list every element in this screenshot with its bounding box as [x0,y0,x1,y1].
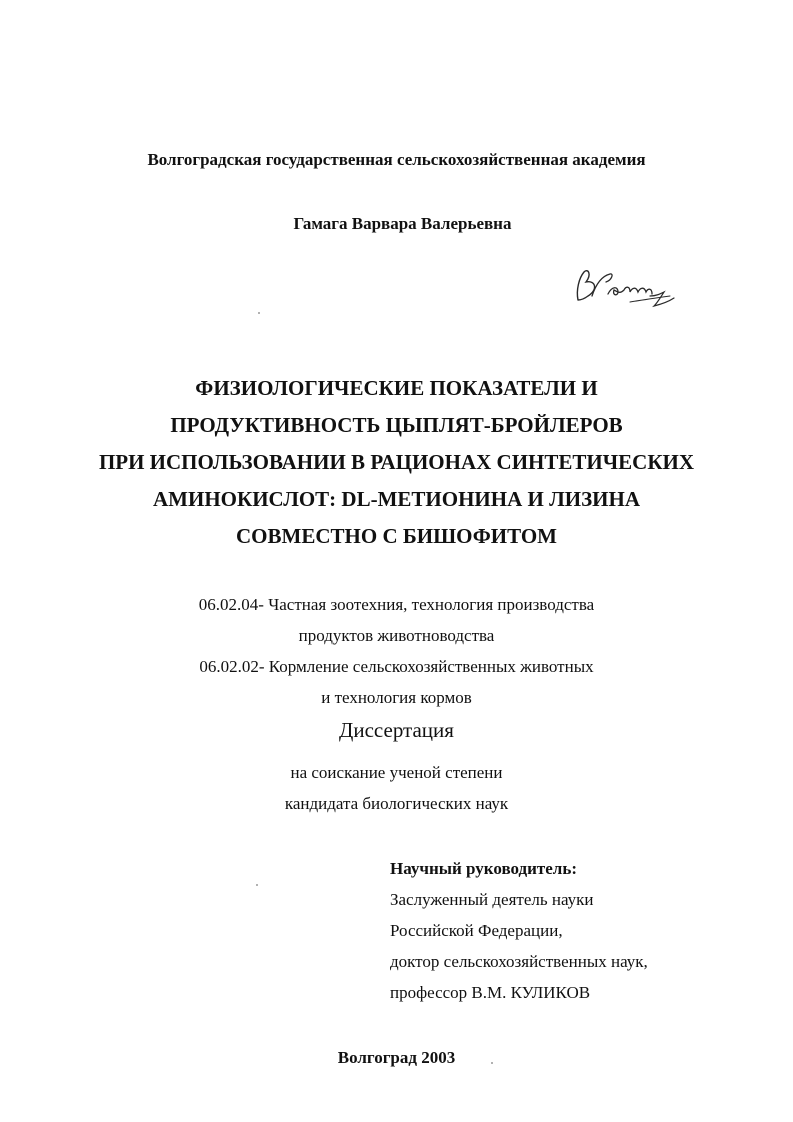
supervisor-line-1: Заслуженный деятель науки [390,890,594,909]
specialty-line-3: 06.02.02- Кормление сельскохозяйственных животных [199,657,594,676]
title-line-5: СОВМЕСТНО С БИШОФИТОМ [236,524,557,548]
dissertation-title [0,370,793,555]
title-line-3: ПРИ ИСПОЛЬЗОВАНИИ В РАЦИОНАХ СИНТЕТИЧЕСКИХ [98,450,695,474]
document-type: Диссертация [339,718,454,742]
specialty-line-4: и технология кормов [321,688,472,707]
supervisor-info [390,853,770,1008]
scan-speck [256,884,258,886]
specialty-codes [0,589,793,713]
city-year: Волгоград 2003 [337,1048,456,1067]
title-line-1: ФИЗИОЛОГИЧЕСКИЕ ПОКАЗАТЕЛИ И [195,376,598,400]
scan-speck [491,1062,493,1064]
author-name: Гамага Варвара Валерьевна [293,214,512,233]
scan-speck [258,312,260,314]
specialty-line-1: 06.02.04- Частная зоотехния, технология производства [198,595,595,614]
supervisor-heading: Научный руководитель: [390,859,577,878]
degree-statement [0,757,793,819]
institution-name: Волгоградская государственная сельскохозяйственная академия [147,150,646,169]
supervisor-line-3: доктор сельскохозяйственных наук, [390,952,648,971]
handwritten-signature [570,262,680,312]
title-line-4: АМИНОКИСЛОТ: DL-МЕТИОНИНА И ЛИЗИНА [153,487,640,511]
title-line-2: ПРОДУКТИВНОСТЬ ЦЫПЛЯТ-БРОЙЛЕРОВ [170,413,623,437]
supervisor-line-4: профессор В.М. КУЛИКОВ [390,983,591,1002]
specialty-line-2: продуктов животноводства [298,626,495,645]
supervisor-line-2: Российской Федерации, [390,921,563,940]
degree-line-1: на соискание ученой степени [290,763,503,782]
degree-line-2: кандидата биологических наук [284,794,509,813]
